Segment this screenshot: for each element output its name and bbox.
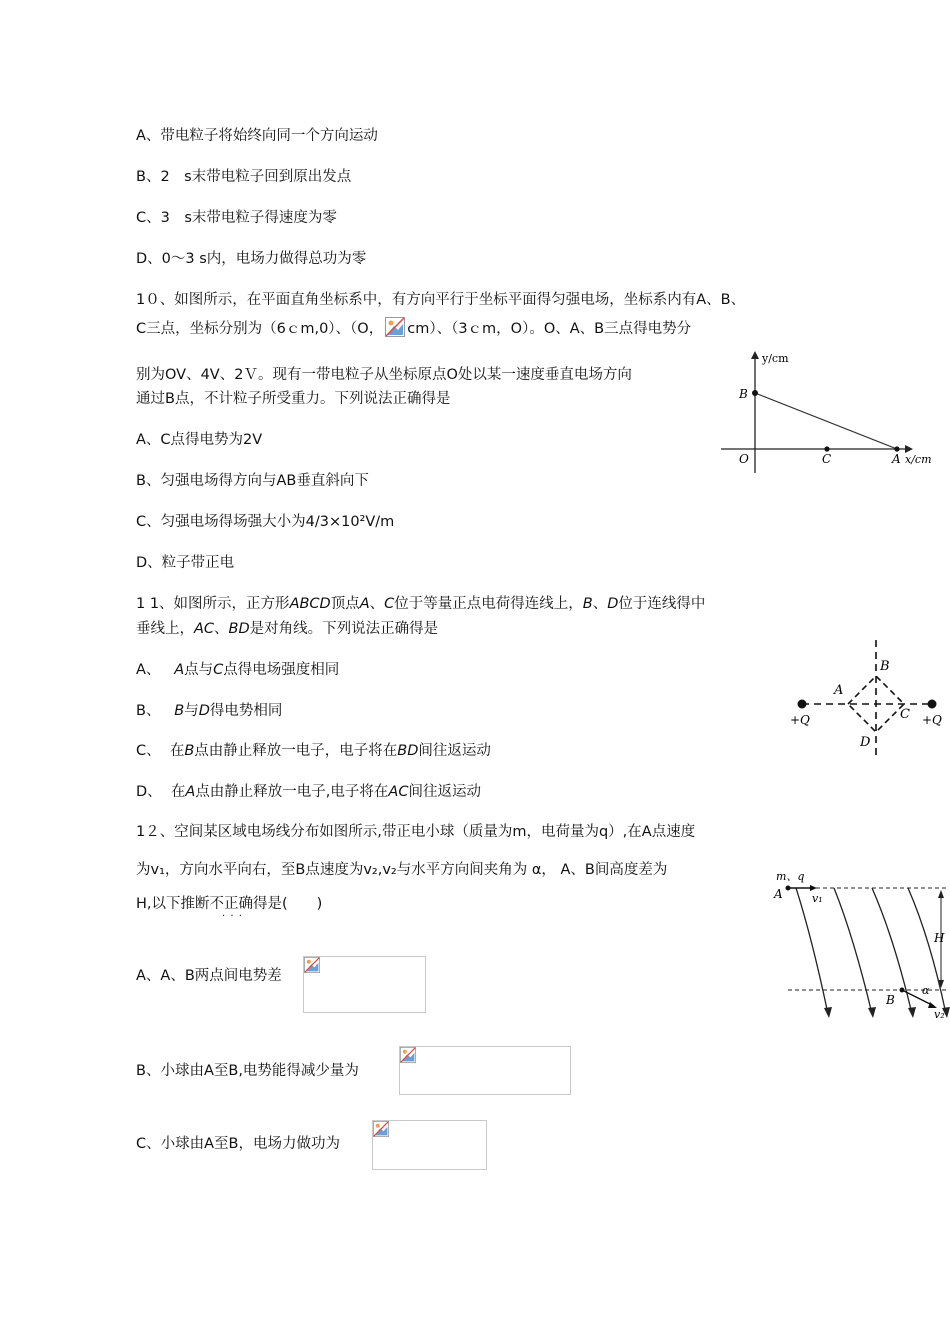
point-a-label: A bbox=[892, 452, 901, 466]
q11-stem-text: 垂线上， bbox=[136, 621, 194, 637]
q10-figure-coordinate-system bbox=[705, 345, 945, 475]
q11-point-b: B bbox=[184, 743, 195, 759]
q11-point-b: B bbox=[174, 703, 185, 719]
v1-label: v₁ bbox=[812, 892, 823, 905]
angle-alpha-label: α bbox=[922, 984, 930, 997]
broken-image-icon bbox=[373, 1121, 389, 1137]
x-axis-label: x/cm bbox=[905, 453, 932, 466]
q11-square-label: ABCD bbox=[289, 596, 331, 612]
q11-stem-line2 bbox=[136, 619, 438, 639]
emphasis-dots: · · · bbox=[222, 911, 243, 922]
q12-stem-line1: 1２、空间某区域电场线分布如图所示,带正电小球（质量为m，电荷量为q）,在A点速度 bbox=[136, 824, 696, 840]
q12-option-c: C、小球由A至B，电场力做功为 bbox=[136, 1136, 340, 1152]
q11-point-a: A bbox=[359, 596, 370, 612]
q11-option-text: 得电势相同 bbox=[209, 703, 283, 719]
broken-image-icon bbox=[400, 1047, 416, 1063]
q11-option-d bbox=[136, 782, 481, 802]
q11-point-d: D bbox=[607, 596, 619, 612]
point-a-label: A bbox=[834, 683, 844, 698]
q11-option-text: 在 bbox=[170, 784, 186, 800]
q11-diagonal-bd: BD bbox=[228, 621, 250, 637]
q12-option-b: B、小球由A至B,电势能得减少量为 bbox=[136, 1063, 359, 1079]
right-charge-dot bbox=[928, 700, 937, 709]
q11-point-c: C bbox=[384, 596, 395, 612]
point-a-dot bbox=[786, 886, 791, 891]
field-line bbox=[796, 888, 828, 1014]
point-c-label: C bbox=[900, 707, 910, 722]
q11-option-text: 间往返运动 bbox=[418, 743, 491, 759]
mass-charge-label: m、q bbox=[776, 870, 805, 883]
point-a-label: A bbox=[774, 887, 783, 901]
q11-stem-text: 1 1、如图所示，正方形 bbox=[136, 596, 290, 612]
q10-stem-line2-part1: C三点，坐标分别为（6ｃm,0）、（O， bbox=[136, 321, 384, 337]
height-h-label: H bbox=[934, 931, 945, 945]
q10-option-d: D、粒子带正电 bbox=[136, 555, 235, 571]
q11-option-c bbox=[136, 741, 491, 761]
right-charge-label: +Q bbox=[922, 713, 942, 727]
q10-option-a: A、C点得电势为2V bbox=[136, 432, 263, 448]
q11-diagonal-ac: AC bbox=[388, 784, 409, 800]
q10-stem-line1: 1０、如图所示，在平面直角坐标系中，有方向平行于坐标平面得匀强电场，坐标系内有A、B、 bbox=[136, 292, 746, 308]
field-line bbox=[834, 888, 872, 1014]
q11-option-d-label: D、 bbox=[136, 784, 162, 800]
q11-figure-charges-square bbox=[782, 636, 948, 760]
q11-stem-text: 位于等量正点电荷得连线上， bbox=[394, 596, 583, 612]
left-charge-dot bbox=[798, 700, 807, 709]
q11-option-text: 在 bbox=[169, 743, 185, 759]
q9-option-b: B、2 s末带电粒子回到原出发点 bbox=[136, 169, 352, 185]
point-b-dot bbox=[752, 390, 758, 396]
q11-option-text: 点由静止释放一电子，电子将在 bbox=[194, 743, 398, 759]
broken-image-placeholder bbox=[399, 1046, 571, 1095]
q11-option-b-label: B、 bbox=[136, 703, 161, 719]
q12-figure-field-lines bbox=[766, 868, 950, 1020]
q11-stem-text: 位于连线得中 bbox=[618, 596, 706, 612]
q12-option-a: A、A、B两点间电势差 bbox=[136, 968, 282, 984]
point-d-label: D bbox=[860, 735, 871, 750]
q11-diagonal-bd: BD bbox=[397, 743, 419, 759]
q10-stem-line2-part2: cm）、（3ｃm，O）。O、A、B三点得电势分 bbox=[407, 321, 692, 337]
point-b-dot bbox=[900, 988, 905, 993]
point-a-dot bbox=[894, 446, 899, 451]
q11-option-b bbox=[136, 701, 282, 721]
q11-point-a: A bbox=[174, 662, 185, 678]
point-c-dot bbox=[824, 446, 829, 451]
q11-option-text: 与 bbox=[184, 703, 199, 719]
q11-diagonal-ac: AC bbox=[194, 621, 215, 637]
q11-option-c-label: C、 bbox=[136, 743, 161, 759]
q11-point-b: B bbox=[582, 596, 593, 612]
q10-stem-line2 bbox=[136, 317, 691, 339]
broken-image-placeholder bbox=[372, 1120, 487, 1170]
q11-point-d: D bbox=[198, 703, 210, 719]
q11-stem-text: 顶点 bbox=[330, 596, 360, 612]
q11-option-text: 点由静止释放一电子,电子将在 bbox=[195, 784, 389, 800]
q11-option-text: 间往返运动 bbox=[408, 784, 481, 800]
q10-stem-line3: 别为OV、4V、2Ｖ。现有一带电粒子从坐标原点O处以某一速度垂直电场方向 bbox=[136, 367, 632, 383]
q10-option-c: C、匀强电场得场强大小为4/3×10²V/m bbox=[136, 514, 395, 530]
q9-option-c: C、3 s末带电粒子得速度为零 bbox=[136, 210, 337, 226]
q11-stem-text: 、 bbox=[214, 621, 229, 637]
broken-image-icon bbox=[385, 317, 405, 337]
point-b-label: B bbox=[886, 993, 895, 1007]
y-axis-label: y/cm bbox=[762, 352, 789, 365]
q12-stem-line3: H,以下推断不正确得是( ) bbox=[136, 896, 323, 912]
v2-label: v₂ bbox=[934, 1008, 945, 1020]
point-c-label: C bbox=[822, 452, 832, 466]
q11-option-a bbox=[136, 660, 339, 680]
q12-stem-line2: 为v₁，方向水平向右，至B点速度为v₂,v₂与水平方向间夹角为 α， A、B间高度差为 bbox=[136, 862, 668, 878]
broken-image-icon bbox=[304, 957, 320, 973]
q11-stem-text: 、 bbox=[369, 596, 385, 612]
q11-option-text: 点与 bbox=[184, 662, 214, 678]
q11-point-c: C bbox=[213, 662, 224, 678]
q11-point-a: A bbox=[185, 784, 196, 800]
origin-label: O bbox=[739, 452, 749, 466]
q11-option-text: 点得电场强度相同 bbox=[223, 662, 340, 678]
q11-stem-line1 bbox=[136, 594, 705, 614]
q11-stem-text: 、 bbox=[592, 596, 608, 612]
left-charge-label: +Q bbox=[790, 713, 810, 727]
point-b-label: B bbox=[880, 659, 890, 674]
q11-option-a-label: A、 bbox=[136, 662, 161, 678]
broken-image-placeholder bbox=[303, 956, 426, 1013]
q11-stem-text: 是对角线。下列说法正确得是 bbox=[249, 621, 439, 637]
point-b-label: B bbox=[739, 387, 748, 401]
q10-stem-line4: 通过B点，不计粒子所受重力。下列说法正确得是 bbox=[136, 391, 451, 407]
q9-option-a: A、带电粒子将始终向同一个方向运动 bbox=[136, 128, 378, 144]
q10-option-b: B、匀强电场得方向与AB垂直斜向下 bbox=[136, 473, 369, 489]
q9-option-d: D、0～3 s内，电场力做得总功为零 bbox=[136, 251, 367, 267]
